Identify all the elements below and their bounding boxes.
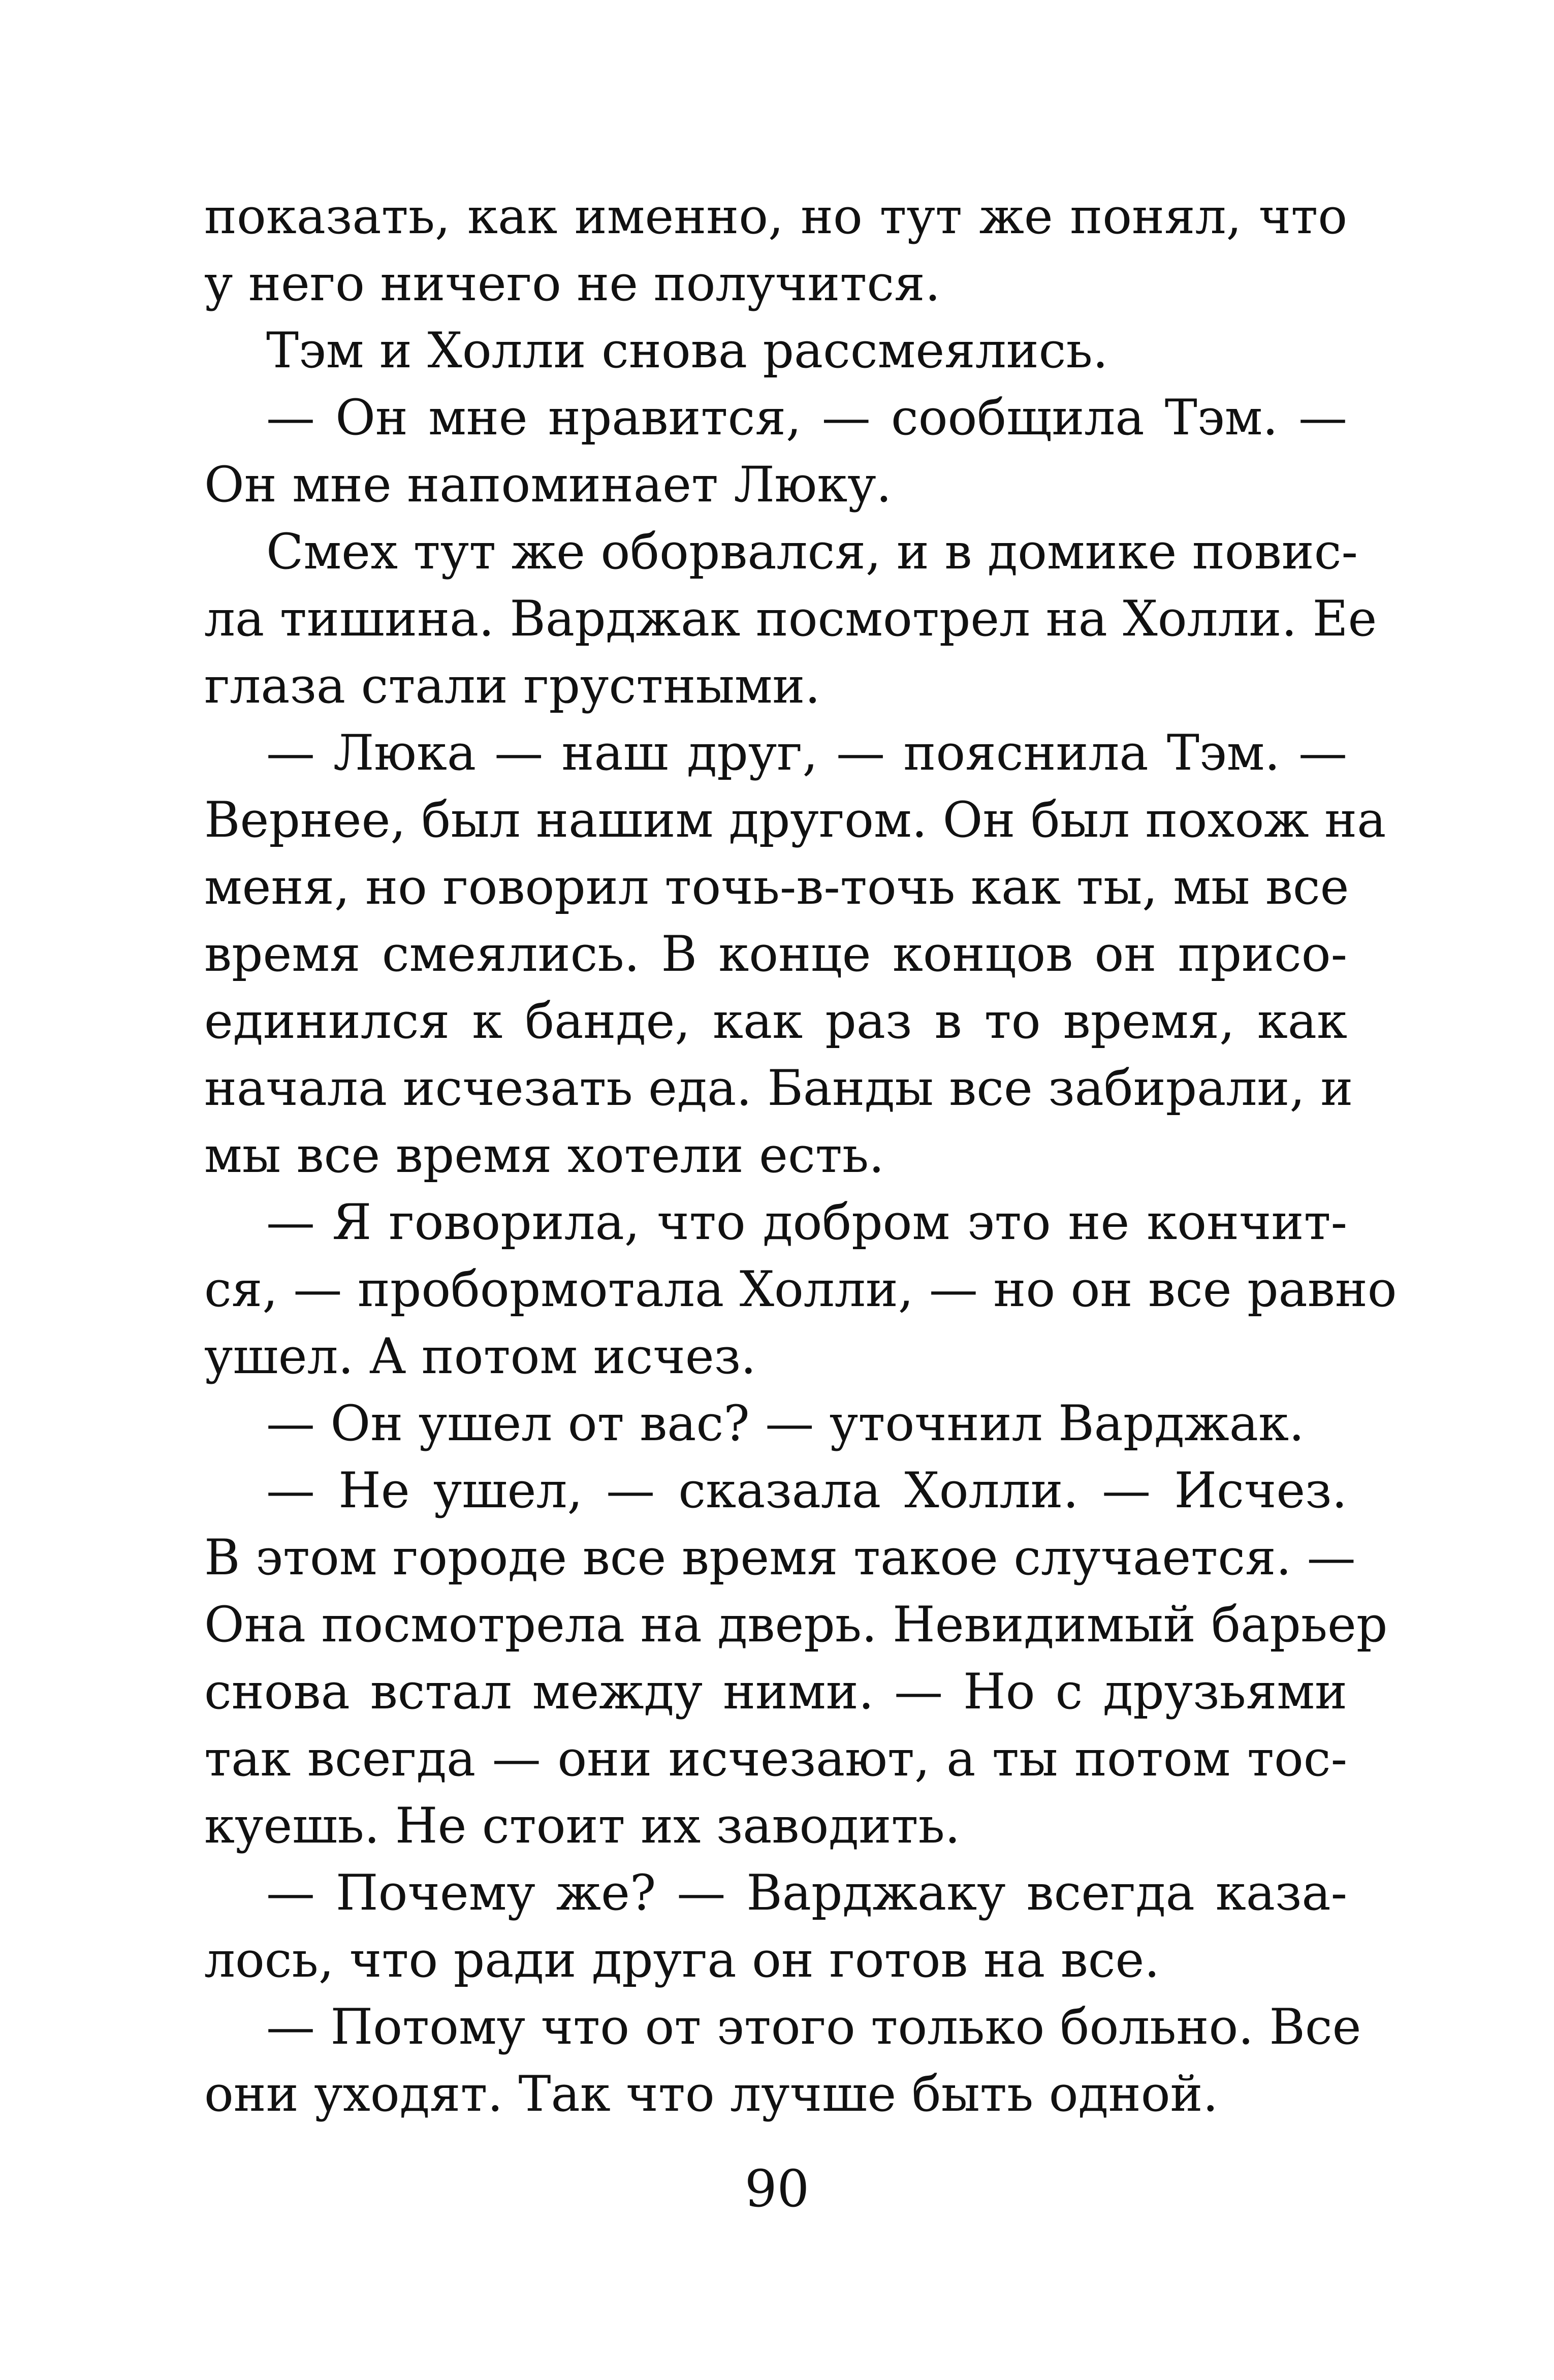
text-line: мы все время хотели есть. [204, 1127, 884, 1184]
text-line: меня, но говорил точь-в-точь как ты, мы все [204, 859, 1349, 915]
text-line: лось, что ради друга он готов на все. [204, 1931, 1160, 1988]
text-line: — Не ушел, — сказала Холли. — Исчез. [266, 1462, 1347, 1519]
text-line: куешь. Не стоит их заводить. [204, 1797, 961, 1854]
text-line: — Он мне нравится, — сообщила Тэм. — [266, 389, 1347, 446]
text-line: показать, как именно, но тут же понял, что [204, 188, 1347, 245]
text-line: снова встал между ними. — Но с друзьями [204, 1663, 1347, 1720]
body-text [204, 183, 1397, 2128]
page-number: 90 [744, 2159, 810, 2218]
text-line: — Почему же? — Варджаку всегда каза- [266, 1864, 1347, 1921]
text-line: ся, — пробормотала Холли, — но он все равно [204, 1261, 1397, 1318]
text-line: они уходят. Так что лучше быть одной. [204, 2066, 1218, 2122]
text-line: у него ничего не получится. [204, 255, 941, 312]
text-line: Тэм и Холли снова рассмеялись. [266, 322, 1108, 379]
text-line: — Я говорила, что добром это не кончит- [266, 1194, 1347, 1251]
text-line: Она посмотрела на дверь. Невидимый барьер [204, 1596, 1388, 1653]
text-line: В этом городе все время такое случается. — [204, 1529, 1356, 1586]
text-line: Вернее, был нашим другом. Он был похож на [204, 791, 1386, 848]
text-line: так всегда — они исчезают, а ты потом тос- [204, 1730, 1347, 1787]
text-line: Он мне напоминает Люку. [204, 456, 892, 513]
text-line: время смеялись. В конце концов он присо- [204, 926, 1347, 982]
text-line: — Он ушел от вас? — уточнил Варджак. [266, 1395, 1305, 1452]
text-line: ла тишина. Варджак посмотрел на Холли. Ее [204, 590, 1377, 647]
text-line: Смех тут же оборвался, и в домике повис- [266, 523, 1358, 580]
text-line: ушел. А потом исчез. [204, 1328, 756, 1385]
text-line: начала исчезать еда. Банды все забирали, и [204, 1060, 1353, 1117]
text-line: единился к банде, как раз в то время, как [204, 993, 1347, 1050]
text-line: — Потому что от этого только больно. Все [266, 1998, 1361, 2055]
text-line: глаза стали грустными. [204, 657, 820, 714]
text-line: — Люка — наш друг, — пояснила Тэм. — [266, 724, 1347, 781]
